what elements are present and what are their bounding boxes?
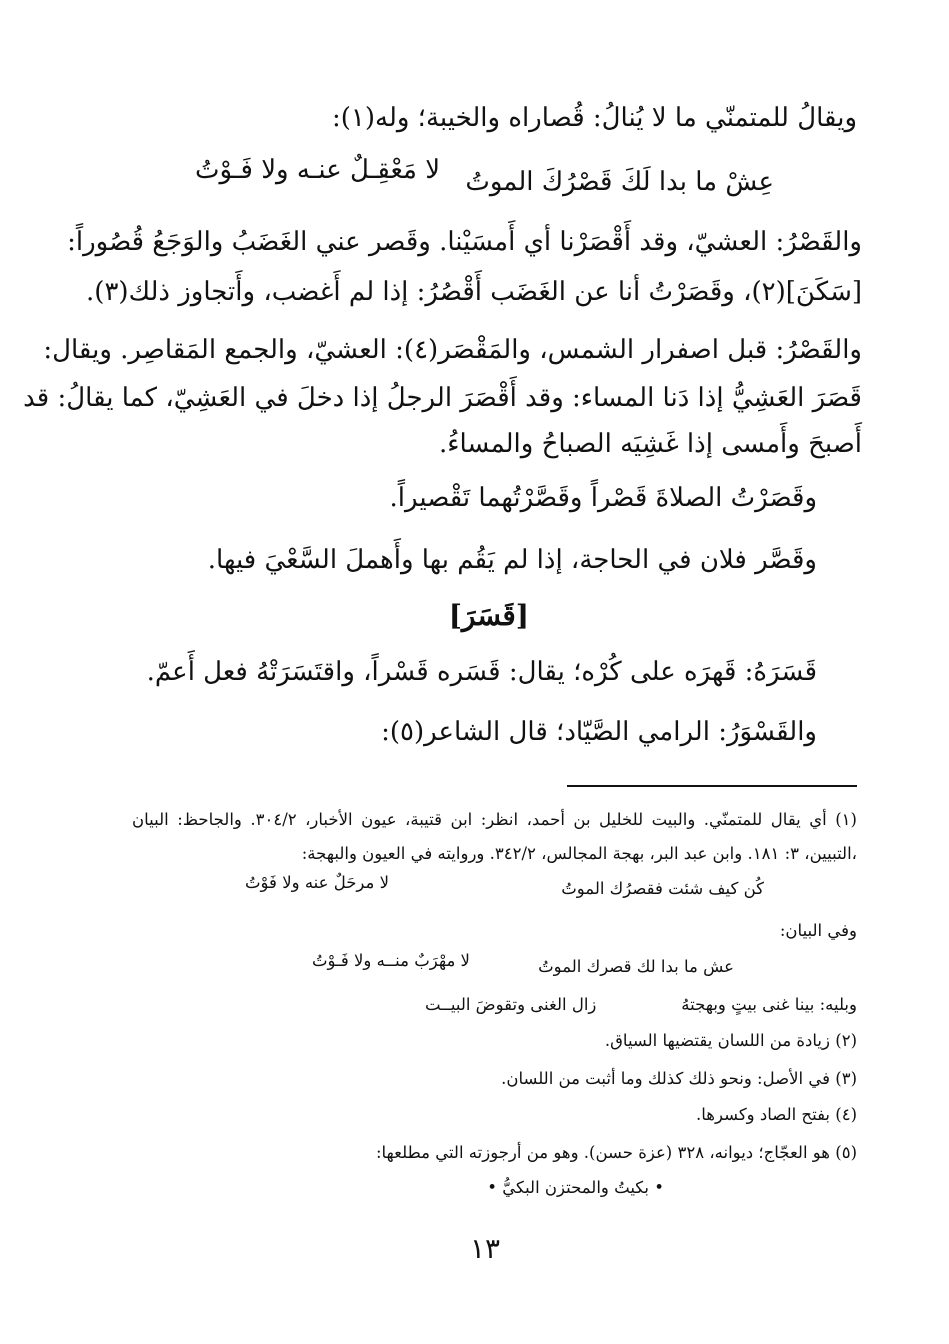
footnote-line: (٥) هو العجّاج؛ ديوانه، ٣٢٨ (عزة حسن). وهو من أرجوزته التي مطلعها: [375,1143,857,1162]
paragraph-line: [سَكَنَ](٢)، وقَصَرْتُ أنا عن الغَضَب أَقْصُرُ: إذا لم أَغضب، وأَتجاوز ذلك(٣). [86,277,862,307]
footnote-line: (٤) بفتح الصاد وكسرها. [696,1105,857,1124]
paragraph-line: والقَصْرُ: العشيّ، وقد أَقْصَرْنا أي أَمسَيْنا. وقَصر عني الغَضَبُ والوَجَعُ قُصُوراً: [67,227,862,257]
footnote-verse-left: لا مهْرَبٌ منــه ولا فَـوْتُ [312,951,470,970]
paragraph-line: أَصبحَ وأَمسى إذا غَشِيَه الصباحُ والمساءُ. [438,429,862,459]
paragraph-line: قَسَرَهُ: قَهرَه على كُرْه؛ يقال: قَسَره قَسْراً، واقتَسَرَتْهُ فعل أَعمّ. [146,657,817,687]
footnote-verse-right: وبليه: بينا غنى بيتٍ وبهجتهُ [681,995,857,1014]
footnote-line: ،التبيين، ٣: ١٨١. وابن عبد البر، بهجة المجالس، ٣٤٢/٢. وروايته في العيون والبهجة: [301,844,857,863]
footnote-line: • بكيتُ والمحتزن البكيُّ • [487,1178,664,1197]
footnote-verse-left: لا مرحَلٌ عنه ولا فَوْتُ [245,873,390,892]
footnote-separator [567,785,857,787]
footnote-line: وفي البيان: [779,921,857,940]
footnote-line: (١) أي يقال للمتمنّي. والبيت للخليل بن أحمد، انظر: ابن قتيبة، عيون الأخبار، ٣٠٤/٢. والجاحظ: البيان [132,810,857,829]
paragraph-line: وقَصَرْتُ الصلاةَ قَصْراً وقَصَّرْتُهما تَقْصيراً. [389,483,817,513]
paragraph-line: والقَسْوَرُ: الرامي الصَّيّاد؛ قال الشاعر(٥): [381,717,817,747]
footnote-verse-left: زال الغنى وتقوضَ البيــت [425,995,597,1014]
footnote-verse-right: كُن كيف شئت فقصرُك الموتُ [561,879,764,898]
footnote-line: (٣) في الأصل: ونحو ذلك كذلك وما أثبت من اللسان. [501,1069,857,1088]
footnote-line: (٢) زيادة من اللسان يقتضيها السياق. [604,1031,857,1050]
page-number: ١٣ [469,1232,501,1265]
text-line: ويقالُ للمتمنّي ما لا يُنالُ: قُصاراه والخيبة؛ وله(١): [331,103,857,133]
verse-hemistich-right: عِشْ ما بدا لَكَ قَصْرُكَ الموتُ [465,167,774,197]
entry-heading: [قَسَرَ] [448,599,529,632]
paragraph-line: قَصَرَ العَشِيُّ إذا دَنا المساء: وقد أَقْصَرَ الرجلُ إذا دخلَ في العَشِيّ، كما يقالُ: قد [23,383,862,413]
footnote-verse-right: عش ما بدا لك قصرك الموتُ [538,957,734,976]
paragraph-line: وقَصَّر فلان في الحاجة، إذا لم يَقُم بها وأَهملَ السَّعْيَ فيها. [207,545,817,575]
paragraph-line: والقَصْرُ: قبل اصفرار الشمس، والمَقْصَر(٤): العشيّ، والجمع المَقاصِر. ويقال: [43,335,862,365]
verse-hemistich-left: لا مَعْقِـلٌ عنـه ولا فَـوْتُ [195,155,441,185]
